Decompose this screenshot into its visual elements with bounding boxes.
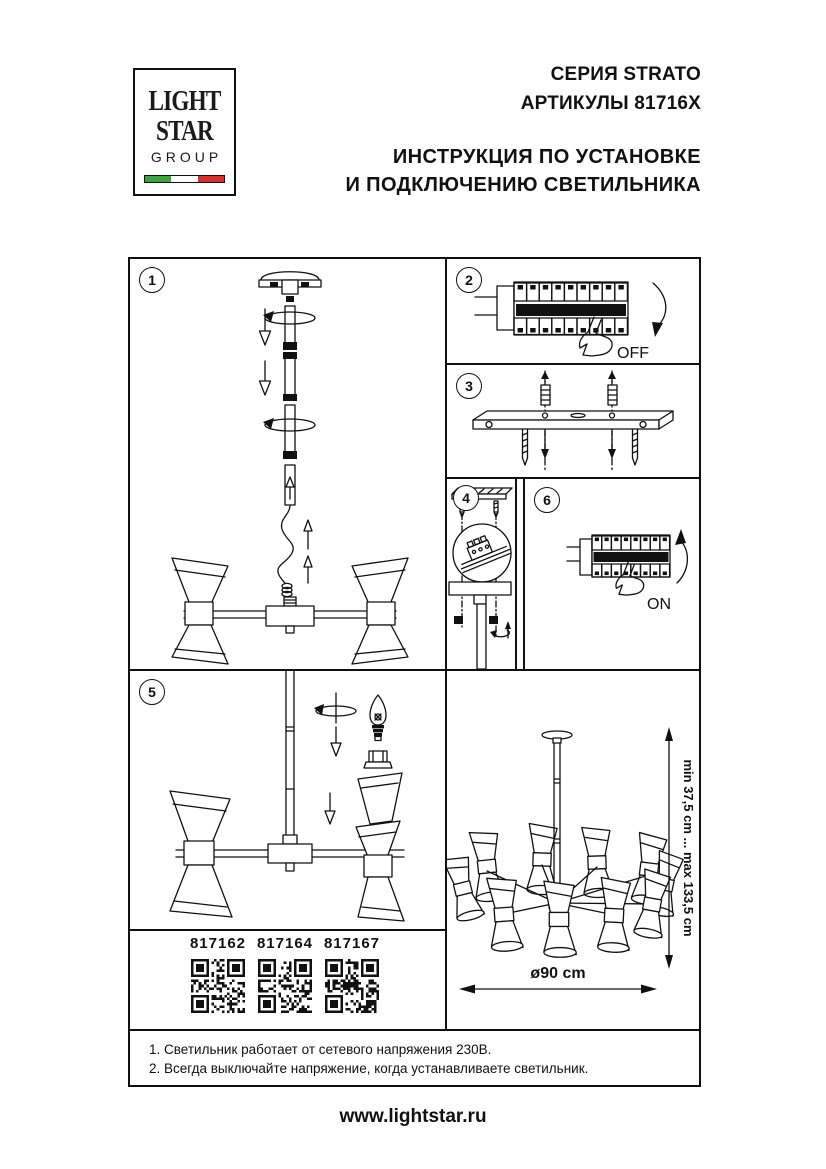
up-arrow-icon: [304, 520, 312, 549]
step-4-badge: 4: [453, 485, 479, 511]
wall-anchor: [608, 371, 617, 405]
upper-shade-part: [358, 773, 402, 824]
down-arrow-icon: [331, 727, 341, 756]
panel-step-5: [130, 671, 445, 929]
screw-head: [454, 616, 463, 624]
chandelier-dimensions-drawing: [447, 671, 699, 1029]
panel-step-2: [447, 259, 699, 363]
panel-step-6: [525, 479, 699, 669]
panel-step-4: [447, 479, 515, 669]
mounting-bracket: [473, 411, 673, 429]
magnifier-circle: [453, 524, 511, 582]
up-arrow-icon: [304, 556, 312, 583]
height-dimension-arrow: [665, 727, 673, 969]
step-3-badge: 3: [456, 373, 482, 399]
instruction-line-1: ИНСТРУКЦИЯ ПО УСТАНОВКЕ: [392, 146, 701, 168]
logo-group: GROUP: [150, 149, 223, 165]
qr-item: [312, 935, 392, 1013]
steps-grid: [128, 257, 701, 1087]
rod-segment-2: [283, 352, 297, 401]
articles-title: АРТИКУЛЫ 81716X: [520, 93, 701, 114]
italian-flag-stripe: [144, 175, 225, 183]
qr-section: [130, 931, 445, 1029]
center-hub: [266, 606, 314, 633]
flag-red: [198, 176, 224, 182]
curved-arrow-down-icon: [652, 283, 666, 337]
canopy-plate: [449, 582, 511, 669]
lightstar-logo: [133, 68, 236, 196]
rod-segment-4: [285, 465, 295, 505]
website-url: www.lightstar.ru: [339, 1106, 487, 1127]
article-number: 817167: [323, 935, 381, 952]
center-hub: [268, 835, 312, 871]
ceiling-canopy: [542, 731, 572, 743]
panel-step-1: [130, 259, 445, 669]
series-title: СЕРИЯ STRATO: [550, 64, 701, 85]
notes-section: [130, 1031, 699, 1085]
instruction-title-block: [345, 143, 701, 199]
diameter-label: ø90 cm: [530, 965, 586, 982]
divider-step4-right: [515, 477, 517, 671]
circuit-breaker-panel: [567, 535, 670, 577]
step-2-drawing: [447, 259, 699, 363]
off-label: OFF: [617, 345, 649, 362]
note-2: 2. Всегда выключайте напряжение, когда устанавливаете светильник.: [149, 1061, 589, 1076]
screw: [633, 429, 638, 465]
light-bulb-icon: [370, 695, 386, 741]
logo-star: STAR: [156, 115, 213, 147]
step-3-drawing: [447, 365, 699, 477]
article-number: 817162: [189, 935, 247, 952]
step-2-badge: 2: [456, 267, 482, 293]
logo-light: LIGHT: [148, 85, 221, 117]
ceiling-canopy: [259, 272, 321, 302]
rod-segment-3: [283, 405, 297, 459]
screw: [523, 429, 528, 465]
qr-code: [191, 959, 245, 1013]
step-5-drawing: [130, 671, 445, 929]
diameter-dimension-arrow: [459, 985, 657, 994]
down-arrow-icon: [260, 361, 271, 395]
down-arrow-icon: [541, 431, 549, 459]
instruction-line-2: И ПОДКЛЮЧЕНИЮ СВЕТИЛЬНИКА: [345, 174, 701, 196]
lower-shade-part: [356, 821, 404, 921]
curved-arrow-up-icon: [675, 529, 687, 583]
note-1: 1. Светильник работает от сетевого напряжения 230В.: [149, 1042, 492, 1057]
flag-white: [171, 176, 197, 182]
step-5-badge: 5: [139, 679, 165, 705]
wall-anchor: [541, 371, 550, 405]
qr-code: [325, 959, 379, 1013]
rod: [286, 671, 294, 843]
height-range-label: min 37,5 cm ... max 133,5 cm: [681, 759, 696, 937]
rotate-arrow-icon: [314, 693, 356, 723]
rod: [554, 743, 560, 899]
panel-step-3: [447, 365, 699, 477]
lamp-socket: [364, 751, 392, 768]
panel-dimensions: [447, 671, 699, 1029]
step-1-badge: 1: [139, 267, 165, 293]
down-arrow-icon: [608, 431, 616, 459]
circuit-breaker-panel: [475, 282, 628, 335]
screw-head: [489, 616, 498, 624]
article-number: 817164: [256, 935, 314, 952]
on-label: ON: [647, 596, 671, 613]
down-arrow-icon: [325, 793, 335, 824]
qr-code: [258, 959, 312, 1013]
flag-green: [145, 176, 171, 182]
header-title-block: [521, 60, 701, 118]
step-1-drawing: [130, 259, 445, 669]
step-6-badge: 6: [534, 487, 560, 513]
power-wire: [278, 505, 293, 597]
lamp-shade: [170, 791, 232, 917]
threaded-nipple: [284, 597, 296, 606]
